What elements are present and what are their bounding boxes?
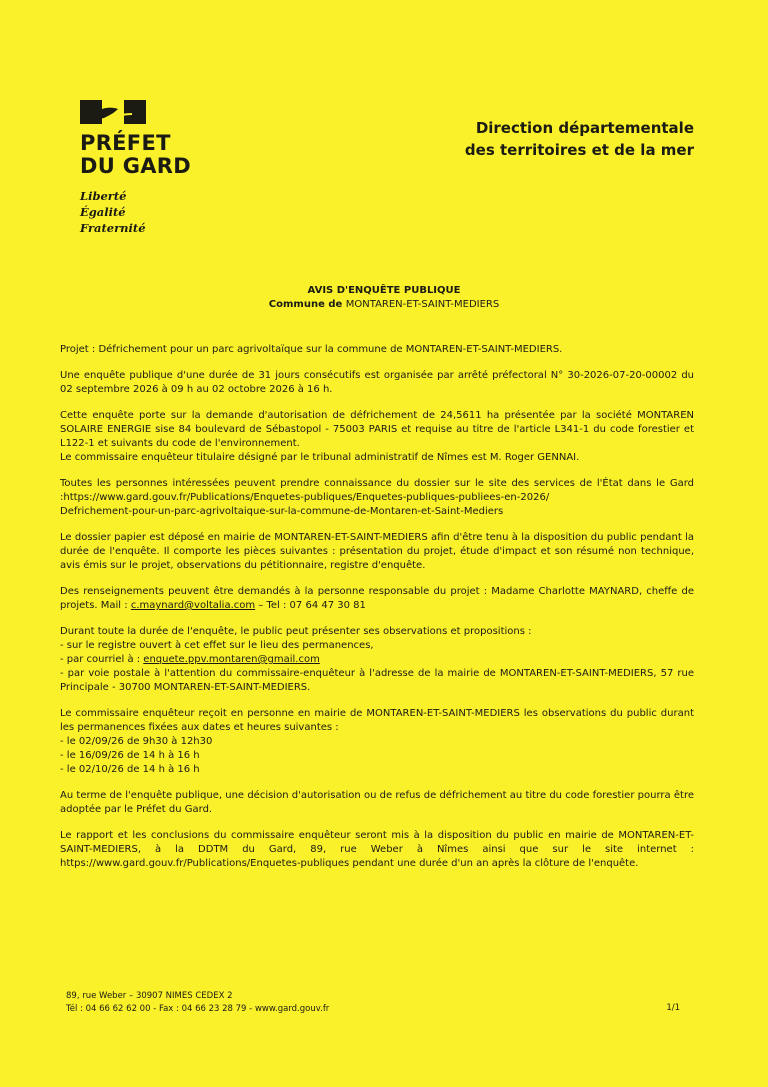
motto-egalite: Égalité <box>80 205 126 219</box>
paragraph-observations <box>60 625 694 695</box>
observation-postale: - par voie postale à l'attention du commissaire-enquêteur à l'adresse de la mairie de MONTAREN-ET-SAINT-MEDIERS, 57 rue Principale - 30700 MONTAREN-ET-SAINT-MEDIERS. <box>60 668 694 693</box>
paragraph-projet: Projet : Défrichement pour un parc agrivoltaïque sur la commune de MONTAREN-ET-SAINT-MEDIERS. <box>60 344 563 355</box>
prefecture-title-line1: PRÉFET <box>80 131 171 155</box>
notice-title <box>0 284 768 312</box>
page-number: 1/1 <box>666 1003 680 1013</box>
courriel-prefix: - par courriel à : <box>60 654 144 665</box>
paragraph-renseignements <box>60 585 694 613</box>
enquete-email-link[interactable]: enquete.ppv.montaren@gmail.com <box>143 654 320 665</box>
paragraph-rapport: Le rapport et les conclusions du commissaire enquêteur seront mis à la disposition du public en mairie de MONTAREN-ET-SAINT-MEDIERS, à la DDTM du Gard, 89, rue Weber à Nîmes ainsi que sur le site internet : https://www.gard.gouv.fr/Publications/Enquetes-publiques pendant une durée d'un an après la clôture de l'enquête. <box>60 830 694 869</box>
prefecture-title-line2: DU GARD <box>80 154 191 178</box>
footer-contact <box>66 990 329 1016</box>
notice-heading: AVIS D'ENQUÊTE PUBLIQUE <box>307 285 461 296</box>
paragraph-dossier: Le dossier papier est déposé en mairie de MONTAREN-ET-SAINT-MEDIERS afin d'être tenu à la disposition du public pendant la durée de l'enquête. Il comporte les pièces suivantes : présentation du projet, étude d'impact et son résumé non technique, avis émis sur le projet, observations du pétitionnaire, registre d'enquête. <box>60 532 694 571</box>
project-email-link[interactable]: c.maynard@voltalia.com <box>130 600 256 611</box>
paragraph-demande <box>60 409 694 465</box>
observation-courriel <box>60 653 694 667</box>
notice-commune <box>0 298 768 312</box>
site-path-text: Defrichement-pour-un-parc-agrivoltaique-sur-la-commune-de-Montaren-et-Saint-Mediers <box>60 506 504 517</box>
demande-text: Cette enquête porte sur la demande d'autorisation de défrichement de 24,5611 ha présentée par la société MONTAREN SOLAIRE ENERGIE sise 84 boulevard de Sébastopol - 75003 PARIS et requise au titre de l'article L341-1 du code forestier et L122-1 et suivants du code de l'environnement. <box>60 410 694 449</box>
notice-body <box>60 343 694 883</box>
observation-registre: - sur le registre ouvert à cet effet sur le lieu des permanences, <box>60 640 374 651</box>
motto-liberte: Liberté <box>80 189 127 203</box>
renseignements-text: Des renseignements peuvent être demandés à la personne responsable du projet : Madame Charlotte MAYNARD, cheffe de projets. Mail : <box>60 586 694 611</box>
prefecture-title <box>80 132 191 178</box>
paragraph-duree: Une enquête publique d'une durée de 31 jours consécutifs est organisée par arrêté préfectoral N° 30-2026-07-20-00002 du 02 septembre 2026 à 09 h au 02 octobre 2026 à 16 h. <box>60 370 694 395</box>
site-intro-text: Toutes les personnes intéressées peuvent prendre connaissance du dossier sur le site des services de l'État dans le Gard :https://www.gard.gouv.fr/Publications/Enquetes-publiques/Enquetes-publiques-publiees-en-2026/ <box>60 478 694 503</box>
permanences-intro: Le commissaire enquêteur reçoit en personne en mairie de MONTAREN-ET-SAINT-MEDIERS les observations du public durant les permanences fixées aux dates et heures suivantes : <box>60 708 694 733</box>
department-direction <box>465 117 694 161</box>
motto-fraternite: Fraternité <box>80 221 146 235</box>
permanence-item: - le 02/09/26 de 9h30 à 12h30 <box>60 736 213 747</box>
marianne-logo-icon <box>80 100 146 124</box>
footer-address: 89, rue Weber – 30907 NIMES CEDEX 2 <box>66 991 233 1001</box>
paragraph-site <box>60 477 694 519</box>
permanence-item: - le 16/09/26 de 14 h à 16 h <box>60 750 200 761</box>
direction-line2: des territoires et de la mer <box>464 141 694 159</box>
footer-phone-fax-site: Tél : 04 66 62 62 00 - Fax : 04 66 23 28 79 - www.gard.gouv.fr <box>66 1004 330 1014</box>
commune-prefix: Commune de <box>268 299 346 310</box>
direction-line1: Direction départementale <box>475 119 694 137</box>
observations-intro: Durant toute la durée de l'enquête, le public peut présenter ses observations et propositions : <box>60 626 532 637</box>
permanence-item: - le 02/10/26 de 14 h à 16 h <box>60 764 200 775</box>
paragraph-permanences <box>60 707 694 777</box>
commune-name: MONTAREN-ET-SAINT-MEDIERS <box>345 299 500 310</box>
republic-motto <box>80 188 146 236</box>
paragraph-decision: Au terme de l'enquête publique, une décision d'autorisation ou de refus de défrichement au titre du code forestier pourra être adoptée par le Préfet du Gard. <box>60 790 694 815</box>
commissaire-text: Le commissaire enquêteur titulaire désigné par le tribunal administratif de Nîmes est M. Roger GENNAI. <box>60 452 580 463</box>
project-phone: – Tel : 07 64 47 30 81 <box>255 600 366 611</box>
